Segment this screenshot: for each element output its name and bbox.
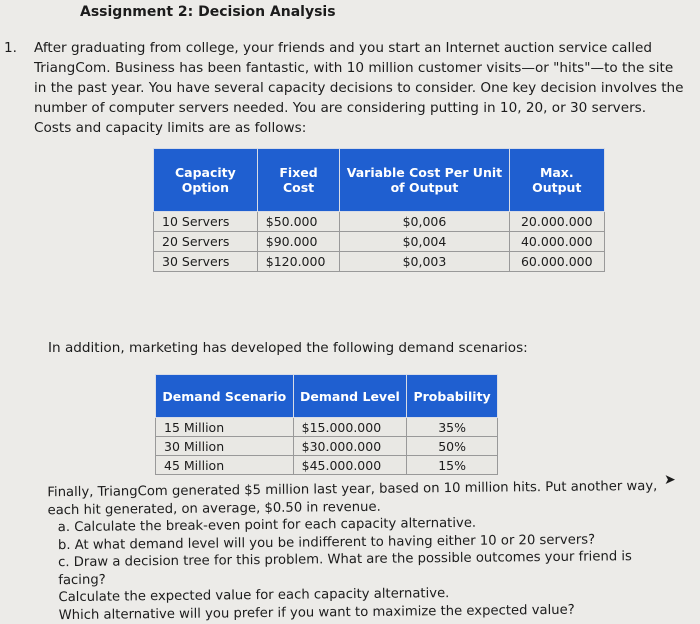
cell: 15 Million bbox=[156, 418, 294, 437]
cell: $0,006 bbox=[340, 212, 509, 232]
header-demand-level: Demand Level bbox=[293, 375, 407, 418]
cell: 20 Servers bbox=[154, 232, 258, 252]
cell: 40.000.000 bbox=[509, 232, 604, 252]
header-variable-cost: Variable Cost Per Unit of Output bbox=[340, 149, 509, 212]
demand-table bbox=[155, 374, 498, 475]
cell: $50.000 bbox=[257, 212, 340, 232]
task-b: b. At what demand level will you be indifferent to having either 10 or 20 servers? bbox=[57, 532, 596, 553]
table-row bbox=[154, 232, 605, 252]
cell: $30.000.000 bbox=[293, 437, 407, 456]
table-row bbox=[156, 418, 498, 437]
text-line: each hit generated, on average, $0.50 in revenue. bbox=[47, 499, 381, 518]
cell: 30 Servers bbox=[154, 252, 258, 272]
table-row bbox=[154, 252, 605, 272]
header-probability: Probability bbox=[407, 375, 498, 418]
question-intro bbox=[4, 38, 684, 138]
cell: 20.000.000 bbox=[509, 212, 604, 232]
question-number: 1. bbox=[4, 40, 17, 56]
task-c: c. Draw a decision tree for this problem. What are the possible outcomes your friend is facing? bbox=[58, 549, 632, 588]
cell: 35% bbox=[407, 418, 498, 437]
cell: $120.000 bbox=[257, 252, 340, 272]
cell: $90.000 bbox=[257, 232, 340, 252]
task-a: a. Calculate the break-even point for each capacity alternative. bbox=[57, 515, 477, 536]
demand-intro: In addition, marketing has developed the following demand scenarios: bbox=[48, 340, 528, 356]
table-row bbox=[154, 212, 605, 232]
intro-text: After graduating from college, your friends and you start an Internet auction service called TriangCom. Business has been fantastic, with 10 million customer visits—or "hits"—to the site in the past year. You have several capacity decisions to consider. One key decision involves the number of computer servers needed. You are considering putting in 10, 20, or 30 servers. Costs and capacity limits are as follows: bbox=[34, 40, 684, 136]
cell: 50% bbox=[407, 437, 498, 456]
table-row bbox=[156, 456, 498, 475]
cell: 10 Servers bbox=[154, 212, 258, 232]
cell: 60.000.000 bbox=[509, 252, 604, 272]
text-line: Finally, TriangCom generated $5 million last year, based on 10 million hits. Put another way, bbox=[47, 478, 658, 501]
header-max-output: Max. Output bbox=[509, 149, 604, 212]
table-row bbox=[156, 437, 498, 456]
header-demand-scenario: Demand Scenario bbox=[156, 375, 294, 418]
page-title: Assignment 2: Decision Analysis bbox=[80, 4, 336, 20]
capacity-table bbox=[153, 148, 605, 272]
header-capacity-option: Capacity Option bbox=[154, 149, 258, 212]
final-instructions bbox=[47, 478, 668, 624]
cell: 45 Million bbox=[156, 456, 294, 475]
cell: $45.000.000 bbox=[293, 456, 407, 475]
header-fixed-cost: Fixed Cost bbox=[257, 149, 340, 212]
cell: $15.000.000 bbox=[293, 418, 407, 437]
text-line: Calculate the expected value for each capacity alternative. bbox=[58, 586, 450, 606]
text-line: Which alternative will you prefer if you want to maximize the expected value? bbox=[58, 602, 575, 623]
cell: 30 Million bbox=[156, 437, 294, 456]
cell: $0,004 bbox=[340, 232, 509, 252]
cell: $0,003 bbox=[340, 252, 509, 272]
cursor-arrow-icon: ➤ bbox=[664, 472, 676, 488]
cell: 15% bbox=[407, 456, 498, 475]
